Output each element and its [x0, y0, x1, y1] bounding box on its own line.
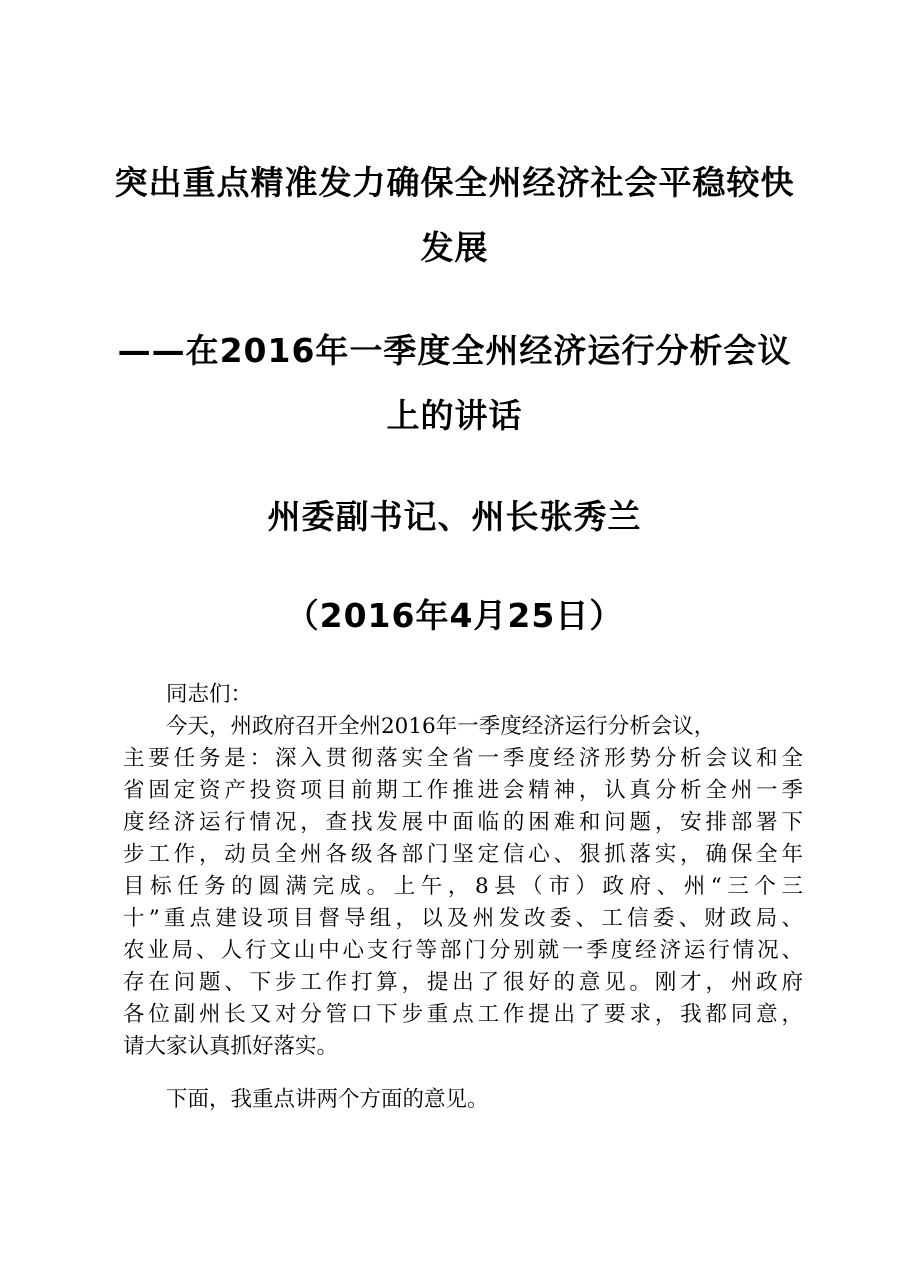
document-title-line-2: 发展: [420, 228, 489, 267]
paragraph-line: 各位副州长又对分管口下步重点工作提出了要求，我都同意，: [123, 1002, 803, 1027]
paragraph-line: 主要任务是：深入贯彻落实全省一季度经济形势分析会议和全: [123, 746, 803, 771]
speaker-line: 州委副书记、州长张秀兰: [267, 497, 642, 536]
paragraph-line: 省固定资产投资项目前期工作推进会精神，认真分析全州一季: [123, 778, 803, 803]
paragraph-line: 农业局、人行文山中心支行等部门分别就一季度经济运行情况、: [123, 938, 803, 963]
paragraph-line: 存在问题、下步工作打算，提出了很好的意见。刚才，州政府: [123, 970, 803, 995]
speech-date: （2016年4月25日）: [285, 596, 624, 635]
greeting: 同志们：: [166, 682, 253, 707]
paragraph-line: 今天，州政府召开全州2016年一季度经济运行分析会议，: [166, 714, 716, 739]
document-title-line-1: 突出重点精准发力确保全州经济社会平稳较快: [114, 163, 795, 202]
paragraph-line: 目标任务的圆满完成。上午，8县（市）政府、州“三个三: [123, 874, 803, 899]
document-subtitle-line-1: ——在2016年一季度全州经济运行分析会议: [117, 331, 792, 370]
paragraph-1: [123, 711, 803, 1063]
paragraph-line: 度经济运行情况，查找发展中面临的困难和问题，安排部署下: [123, 810, 803, 835]
paragraph-line: 步工作，动员全州各级各部门坚定信心、狠抓落实，确保全年: [123, 842, 803, 867]
paragraph-2: 下面，我重点讲两个方面的意见。: [166, 1087, 489, 1112]
paragraph-line: 请大家认真抓好落实。: [123, 1034, 339, 1059]
paragraph-line: 十”重点建设项目督导组，以及州发改委、工信委、财政局、: [123, 906, 803, 931]
document-subtitle-line-2: 上的讲话: [386, 396, 523, 435]
